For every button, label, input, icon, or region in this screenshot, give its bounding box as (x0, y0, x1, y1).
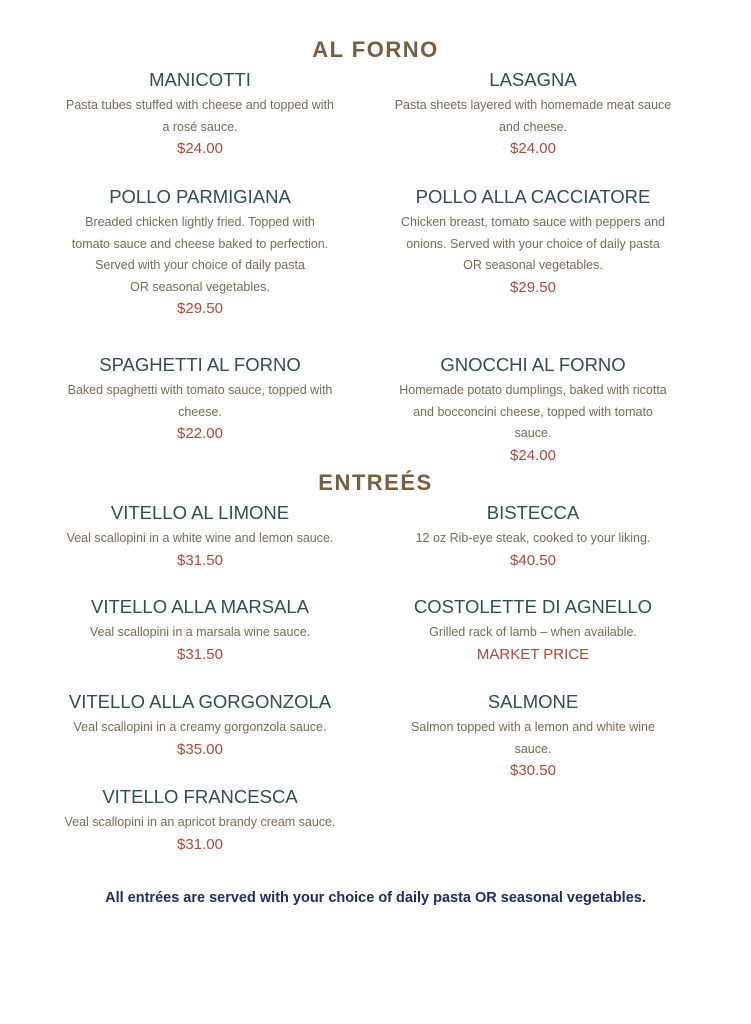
item-description: Pasta sheets layered with homemade meat sauce and cheese. (394, 98, 672, 134)
item-name: LASAGNA (489, 69, 577, 90)
section-title-entrees: ENTREÉS (318, 470, 433, 495)
item-name: POLLO PARMIGIANA (109, 186, 291, 207)
item-description: Pasta tubes stuffed with cheese and topped with a rosé sauce. (65, 98, 334, 134)
item-price: $29.50 (177, 300, 223, 317)
item-price: $31.50 (177, 551, 223, 569)
menu-item-spaghetti-al-forno (40, 354, 360, 445)
menu-item-costolette-di-agnello (373, 596, 693, 666)
item-price: $31.50 (177, 645, 223, 663)
item-description: Homemade potato dumplings, baked with ricotta and bocconcini cheese, topped with tomato sauce. (399, 383, 667, 440)
item-price: $35.00 (177, 740, 223, 758)
item-name: SALMONE (487, 691, 579, 712)
item-name: MANICOTTI (149, 69, 251, 90)
item-name: SPAGHETTI AL FORNO (99, 354, 301, 375)
menu-item-manicotti (40, 69, 360, 160)
item-name: VITELLO AL LIMONE (110, 502, 290, 523)
item-name: VITELLO FRANCESCA (102, 786, 298, 807)
item-price: $24.00 (510, 140, 556, 157)
menu-item-vitello-alla-gorgonzola (40, 691, 360, 761)
menu-item-salmone (373, 691, 693, 782)
item-price: $24.00 (177, 140, 223, 157)
item-price: $22.00 (177, 425, 223, 442)
menu-item-vitello-al-limone (40, 502, 360, 572)
menu-item-gnocchi-al-forno (373, 354, 693, 467)
item-description: Veal scallopini in a marsala wine sauce. (89, 625, 311, 639)
item-description: Breaded chicken lightly fried. Topped with tomato sauce and cheese baked to perfection. Served with your choice of daily pasta OR seasonal vegetables. (71, 215, 329, 294)
item-price: MARKET PRICE (476, 645, 590, 663)
item-name: VITELLO ALLA GORGONZOLA (68, 691, 332, 712)
item-name: POLLO ALLA CACCIATORE (415, 186, 651, 207)
item-price: $29.50 (510, 278, 556, 296)
item-description: Baked spaghetti with tomato sauce, topped with cheese. (67, 383, 333, 419)
item-price: $31.00 (177, 835, 223, 853)
item-description: Veal scallopini in an apricot brandy cream sauce. (64, 815, 336, 829)
item-description: 12 oz Rib-eye steak, cooked to your liking. (415, 531, 651, 545)
menu-item-pollo-alla-cacciatore (373, 186, 693, 299)
section-title-al-forno: AL FORNO (312, 37, 439, 62)
item-price: $40.50 (510, 551, 556, 569)
item-name: BISTECCA (486, 502, 580, 523)
footer-note: All entrées are served with your choice of daily pasta OR seasonal vegetables. (105, 890, 646, 906)
menu-item-pollo-parmigiana (40, 186, 360, 320)
item-description: Salmon topped with a lemon and white wine sauce. (411, 720, 655, 756)
menu-item-vitello-francesca (40, 786, 360, 856)
item-description: Chicken breast, tomato sauce with peppers and onions. Served with your choice of daily pasta OR seasonal vegetables. (400, 215, 666, 272)
menu-item-bistecca (373, 502, 693, 572)
item-description: Veal scallopini in a white wine and lemon sauce. (66, 531, 334, 545)
item-name: VITELLO ALLA MARSALA (91, 596, 309, 617)
item-description: Veal scallopini in a creamy gorgonzola sauce. (73, 720, 327, 734)
item-name: COSTOLETTE DI AGNELLO (413, 596, 653, 617)
item-name: GNOCCHI AL FORNO (440, 354, 626, 375)
item-description: Grilled rack of lamb – when available. (429, 625, 637, 639)
menu-item-vitello-alla-marsala (40, 596, 360, 666)
item-price: $24.00 (510, 446, 556, 464)
item-price: $30.50 (510, 762, 556, 779)
menu-item-lasagna (373, 69, 693, 160)
